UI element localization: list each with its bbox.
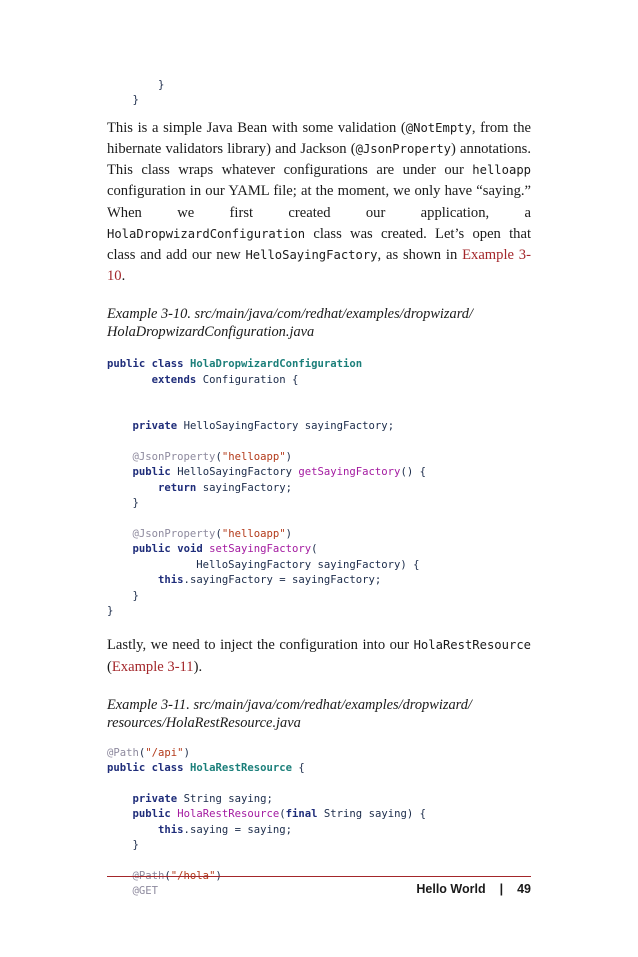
- identifier: saying: [368, 808, 407, 821]
- keyword: public: [107, 762, 146, 775]
- type-name: String: [323, 808, 363, 821]
- code-block-configuration: public class HolaDropwizardConfiguration extends Configuration { private HelloSayingFactory sayingFactory; @JsonProperty("helloapp") public HelloSayingFactory getSayingFactory() { return sayingFactory; } @JsonProperty("helloapp") public void setSayingFactory( HelloSayingFactory sayingFactory) { this.sayingFactory = sayingFactory; } }: [107, 358, 426, 617]
- identifier: saying: [189, 823, 229, 836]
- keyword: class: [151, 358, 184, 371]
- text-run: .: [121, 268, 126, 285]
- inline-code: HelloSayingFactory: [245, 248, 378, 263]
- body-paragraph: [107, 118, 531, 288]
- text-run: ).: [193, 658, 203, 675]
- keyword: public: [132, 543, 171, 556]
- constructor-name: HolaRestResource: [177, 808, 280, 821]
- footer-divider: [107, 876, 531, 877]
- caption-line: resources/HolaRestResource.java: [107, 714, 301, 731]
- text-run: (: [107, 658, 112, 675]
- class-name: HolaRestResource: [189, 762, 293, 775]
- annotation: @JsonProperty: [132, 527, 216, 540]
- text-run: configuration in our YAML file; at the moment, we only have “saying.” When we first created our application, a: [107, 183, 531, 221]
- code-line: }: [107, 94, 139, 107]
- keyword: class: [151, 762, 184, 775]
- string-literal: "/api": [145, 746, 184, 759]
- identifier: saying: [247, 823, 286, 836]
- type-name: HelloSayingFactory: [183, 420, 299, 433]
- type-name: HelloSayingFactory: [177, 466, 292, 479]
- example-caption: [107, 696, 531, 732]
- keyword: this: [158, 574, 184, 587]
- code-block-fragment: [107, 78, 531, 109]
- identifier: sayingFactory: [317, 558, 401, 571]
- code-line: }: [107, 79, 165, 91]
- text-run: Lastly, we need to inject the configuration into our: [107, 637, 414, 654]
- type-name: Configuration: [202, 373, 286, 386]
- inline-code: helloapp: [472, 163, 531, 178]
- keyword: public: [107, 358, 146, 371]
- cross-reference-link[interactable]: Example 3-11: [111, 658, 194, 675]
- inline-code: HolaDropwizardConfiguration: [107, 226, 306, 241]
- caption-line: HolaDropwizardConfiguration.java: [107, 324, 315, 341]
- text-run: , from the hibernate validators library) and Jackson (: [107, 119, 531, 158]
- keyword: this: [158, 823, 184, 836]
- string-literal: "helloapp": [221, 450, 286, 463]
- identifier: sayingFactory: [292, 574, 375, 587]
- caption-line: Example 3-11. src/main/java/com/redhat/examples/dropwizard/: [107, 696, 472, 713]
- keyword: extends: [151, 373, 197, 386]
- annotation: @Path: [132, 870, 165, 882]
- type-name: HelloSayingFactory: [196, 558, 312, 571]
- example-caption: [107, 305, 531, 341]
- identifier: saying: [228, 792, 267, 805]
- page-content: [107, 78, 531, 900]
- inline-code: HolaRestResource: [413, 638, 531, 653]
- keyword: public: [132, 808, 171, 821]
- inline-code: @NotEmpty: [405, 120, 472, 135]
- text-run: , as shown in: [377, 247, 463, 264]
- page-number: 49: [517, 882, 531, 896]
- footer-section-title: Hello World: [416, 882, 486, 896]
- annotation: @JsonProperty: [132, 450, 216, 463]
- keyword: private: [132, 792, 178, 805]
- footer-separator: |: [499, 882, 504, 896]
- string-literal: "helloapp": [221, 527, 286, 540]
- class-name: HolaDropwizardConfiguration: [189, 358, 363, 371]
- keyword: final: [285, 808, 318, 821]
- identifier: sayingFactory: [304, 420, 388, 433]
- text-run: This is a simple Java Bean with some validation (: [107, 119, 406, 136]
- keyword: void: [177, 543, 203, 556]
- caption-line: Example 3-10. src/main/java/com/redhat/examples/dropwizard/: [107, 306, 473, 323]
- inline-code: @JsonProperty: [355, 142, 452, 157]
- method-name: setSayingFactory: [209, 543, 312, 556]
- keyword: return: [158, 481, 197, 494]
- string-literal: "/hola": [170, 870, 216, 882]
- text-run: ) annotations. This class wraps whatever configurations are under our: [107, 141, 531, 179]
- code-block-resource: @Path("/api") public class HolaRestResource { private String saying; public HolaRestResource(final String saying) { this.saying = saying; } @Path("/hola") @GET: [107, 746, 427, 898]
- page-footer: [416, 882, 531, 896]
- identifier: sayingFactory: [202, 481, 286, 494]
- keyword: private: [132, 420, 178, 433]
- annotation: @Path: [107, 746, 139, 759]
- text-run: class was created. Let’s open that class and add our new: [107, 225, 531, 264]
- type-name: String: [183, 792, 222, 805]
- cross-reference-link[interactable]: Example 3-10: [107, 247, 531, 285]
- method-name: getSayingFactory: [298, 466, 401, 479]
- annotation: @GET: [132, 885, 159, 898]
- body-paragraph: [107, 635, 531, 677]
- identifier: sayingFactory: [189, 574, 273, 587]
- keyword: public: [132, 466, 171, 479]
